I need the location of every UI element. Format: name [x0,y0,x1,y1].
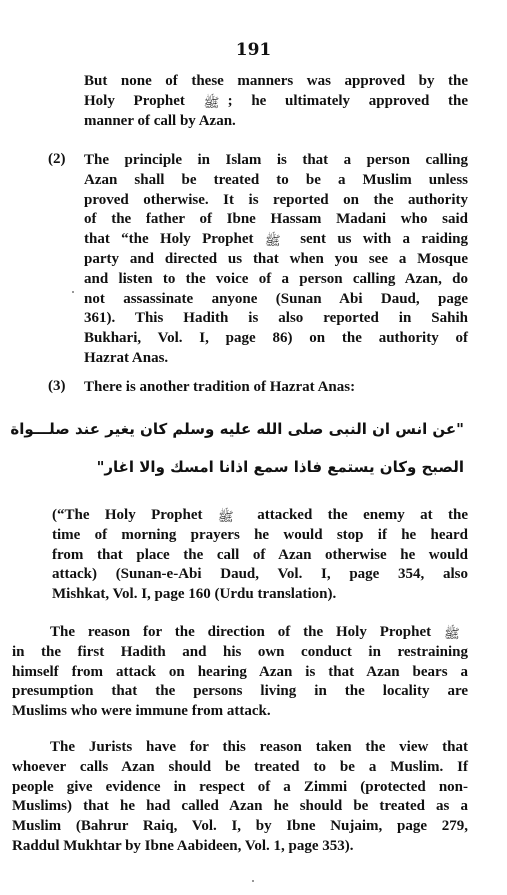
translation-paragraph [52,506,468,605]
page-number: 191 [235,40,272,60]
salutation-icon: ﷺ [203,95,220,111]
arabic-quote-line: "عن انس ان النبی صلی الله علیه وسلم کان یغیر عند صلـــواة [10,420,464,438]
item2-line: proved otherwise. It is reported on the authority [84,191,468,208]
item2-line: of the father of Ibne Hassam Madani who said [84,211,468,228]
item2-line [84,230,468,250]
intro-line: manner of call by Azan. [84,112,236,129]
scan-speck [72,291,74,293]
item3-line: There is another tradition of Hazrat Anas: [84,379,356,395]
jurists-line: Muslims) that he had called Azan he should be treated as a [12,798,468,815]
item-number: (3) [48,378,66,394]
reason-line: himself from attack on hearing Azan is that Azan bears a [12,663,468,680]
reason-line: in the first Hadith and his own conduct in restraining [12,643,468,660]
reason-line: presumption that the persons living in the locality are [12,683,468,700]
item2-line: The principle in Islam is that a person calling [84,152,468,168]
intro-line [84,92,468,112]
item2-line: Azan shall be treated to be a Muslim unless [84,171,468,188]
item2-line: Hazrat Anas. [84,349,169,366]
reason-text: The reason for the direction of the Holy Prophet [50,624,432,640]
salutation-icon: ﷺ [444,627,460,642]
item2-line: not assassinate anyone (Sunan Abi Daud, page [84,290,468,307]
intro-line: But none of these manners was approved by the [84,73,468,89]
translation-text: attacked the enemy at the [257,507,468,523]
item2-line: Bukhari, Vol. I, page 86) on the authority of [84,330,468,347]
translation-line [52,506,468,526]
translation-text: (“The Holy Prophet [52,507,203,523]
jurists-line: whoever calls Azan should be treated to be a Muslim. If [12,758,468,775]
arabic-quote-line: الصبح وکان یستمع فاذا سمع اذانا امسك والا اغار" [96,458,464,476]
jurists-line: people give evidence in respect of a Zimmi (protected non- [12,778,468,795]
item3-paragraph [84,378,468,398]
translation-line: from that place the call of Azan otherwise he would [52,546,468,563]
salutation-icon: ﷺ [264,234,281,250]
jurists-line: The Jurists have for this reason taken the view that [50,739,468,755]
item2-text: sent us with a raiding [300,231,469,248]
intro-text: ; he ultimately approved the [227,92,468,109]
translation-line: attack) (Sunan-e-Abi Daud, Vol. I, page 354, also [52,566,468,583]
item2-line: party and directed us that when you see a Mosque [84,250,468,267]
item2-text: that “the Holy Prophet [84,231,254,248]
translation-line: time of morning prayers he would stop if he heard [52,526,468,543]
item-number: (2) [48,151,66,167]
reason-line [12,623,468,643]
salutation-icon: ﷺ [217,510,234,525]
jurists-line: Muslim (Bahrur Raiq, Vol. I, by Ibne Nujaim, page 279, [12,818,468,835]
reason-paragraph [12,623,468,722]
scan-speck [252,880,254,882]
item2-line: and listen to the voice of a person calling Azan, do [84,270,468,287]
item2-line: 361). This Hadith is also reported in Sahih [84,310,468,327]
intro-paragraph [84,72,468,131]
jurists-paragraph [12,738,468,857]
intro-text: Holy Prophet [84,92,185,109]
jurists-line: Raddul Mukhtar by Ibne Aabideen, Vol. 1, page 353). [12,837,354,854]
translation-line: Mishkat, Vol. I, page 160 (Urdu translation). [52,586,337,603]
reason-line: Muslims who were immune from attack. [12,703,271,720]
item2-paragraph [84,151,468,369]
